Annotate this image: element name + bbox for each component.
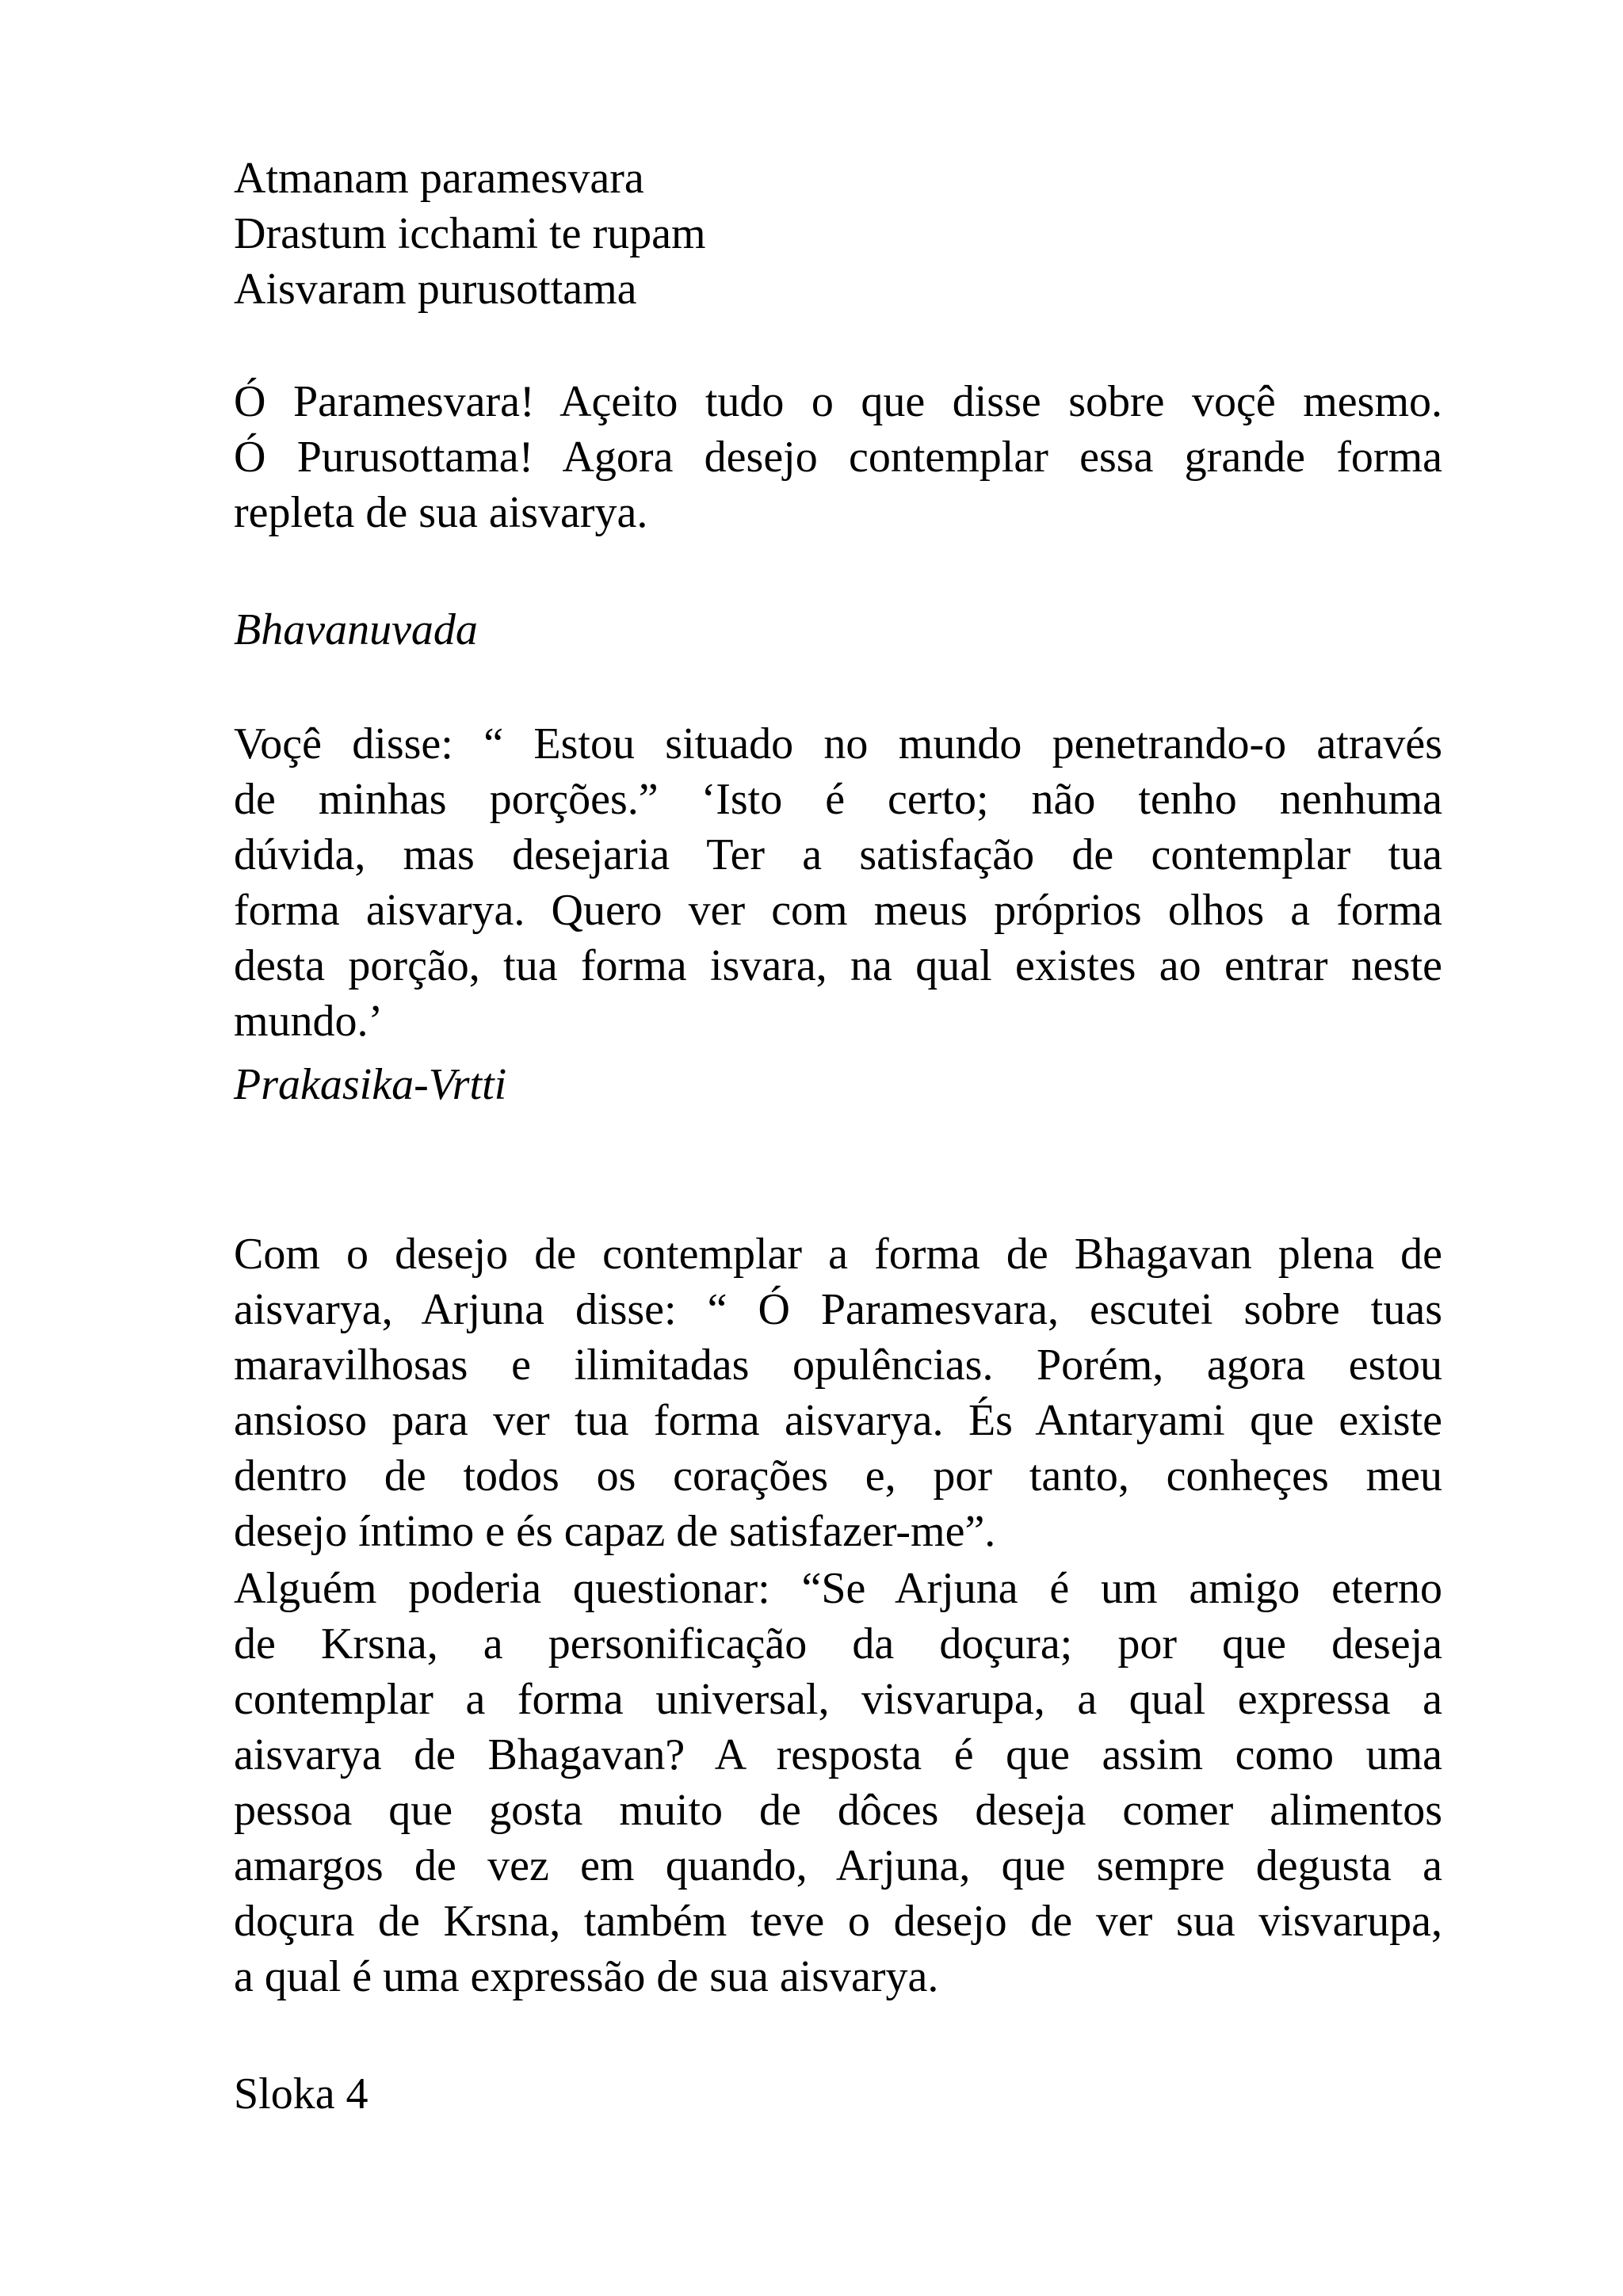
prakasika-paragraph-2 bbox=[234, 1561, 1442, 2004]
paragraph-line: mundo.’ bbox=[234, 997, 384, 1046]
section-heading-text: Bhavanuvada bbox=[234, 605, 478, 654]
translation-paragraph bbox=[234, 374, 1442, 540]
paragraph-line: doçura de Krsna, também teve o desejo de ver sua visvarupa, bbox=[234, 1897, 1442, 1946]
paragraph-line: desejo íntimo e és capaz de satisfazer-me”. bbox=[234, 1507, 996, 1556]
paragraph-line: Voçê disse: “ Estou situado no mundo penetrando-o através bbox=[234, 719, 1442, 769]
sloka-label bbox=[234, 2066, 1442, 2122]
translation-line: Ó Paramesvara! Açeito tudo o que disse sobre voçê mesmo. bbox=[234, 377, 1442, 426]
prakasika-paragraph-1 bbox=[234, 1226, 1442, 1559]
paragraph-line: Alguém poderia questionar: “Se Arjuna é um amigo eterno bbox=[234, 1564, 1442, 1613]
verse-line: Aisvaram purusottama bbox=[234, 265, 637, 314]
paragraph-line: dúvida, mas desejaria Ter a satisfação de contemplar tua bbox=[234, 830, 1442, 879]
paragraph-line: aisvarya, Arjuna disse: “ Ó Paramesvara, escutei sobre tuas bbox=[234, 1285, 1442, 1334]
paragraph-line: de Krsna, a personificação da doçura; por que deseja bbox=[234, 1619, 1442, 1669]
paragraph-line: pessoa que gosta muito de dôces deseja comer alimentos bbox=[234, 1786, 1442, 1835]
translation-line: repleta de sua aisvarya. bbox=[234, 488, 648, 537]
section-heading-text: Prakasika-Vrtti bbox=[234, 1060, 507, 1109]
translation-line: Ó Purusottama! Agora desejo contemplar essa grande forma bbox=[234, 433, 1442, 482]
paragraph-line: dentro de todos os corações e, por tanto, conheçes meu bbox=[234, 1451, 1442, 1501]
paragraph-line: contemplar a forma universal, visvarupa, a qual expressa a bbox=[234, 1675, 1442, 1724]
paragraph-line: Com o desejo de contemplar a forma de Bhagavan plena de bbox=[234, 1230, 1442, 1279]
section-heading-prakasika bbox=[234, 1057, 1442, 1112]
bhavanuvada-paragraph bbox=[234, 716, 1442, 1049]
paragraph-line: a qual é uma expressão de sua aisvarya. bbox=[234, 1952, 939, 2001]
paragraph-line: aisvarya de Bhagavan? A resposta é que assim como uma bbox=[234, 1730, 1442, 1779]
sloka-label-text: Sloka 4 bbox=[234, 2069, 369, 2119]
paragraph-line: de minhas porções.” ‘Isto é certo; não tenho nenhuma bbox=[234, 775, 1442, 824]
section-heading-bhavanuvada bbox=[234, 602, 1442, 658]
paragraph-line: maravilhosas e ilimitadas opulências. Porém, agora estou bbox=[234, 1341, 1442, 1390]
paragraph-line: amargos de vez em quando, Arjuna, que sempre degusta a bbox=[234, 1841, 1442, 1890]
paragraph-line: ansioso para ver tua forma aisvarya. És Antaryami que existe bbox=[234, 1396, 1442, 1445]
paragraph-line: forma aisvarya. Quero ver com meus próprios olhos a forma bbox=[234, 886, 1442, 935]
verse-block bbox=[234, 151, 1442, 317]
verse-line: Drastum icchami te rupam bbox=[234, 209, 706, 258]
paragraph-line: desta porção, tua forma isvara, na qual existes ao entrar neste bbox=[234, 941, 1442, 990]
verse-line: Atmanam paramesvara bbox=[234, 154, 644, 203]
